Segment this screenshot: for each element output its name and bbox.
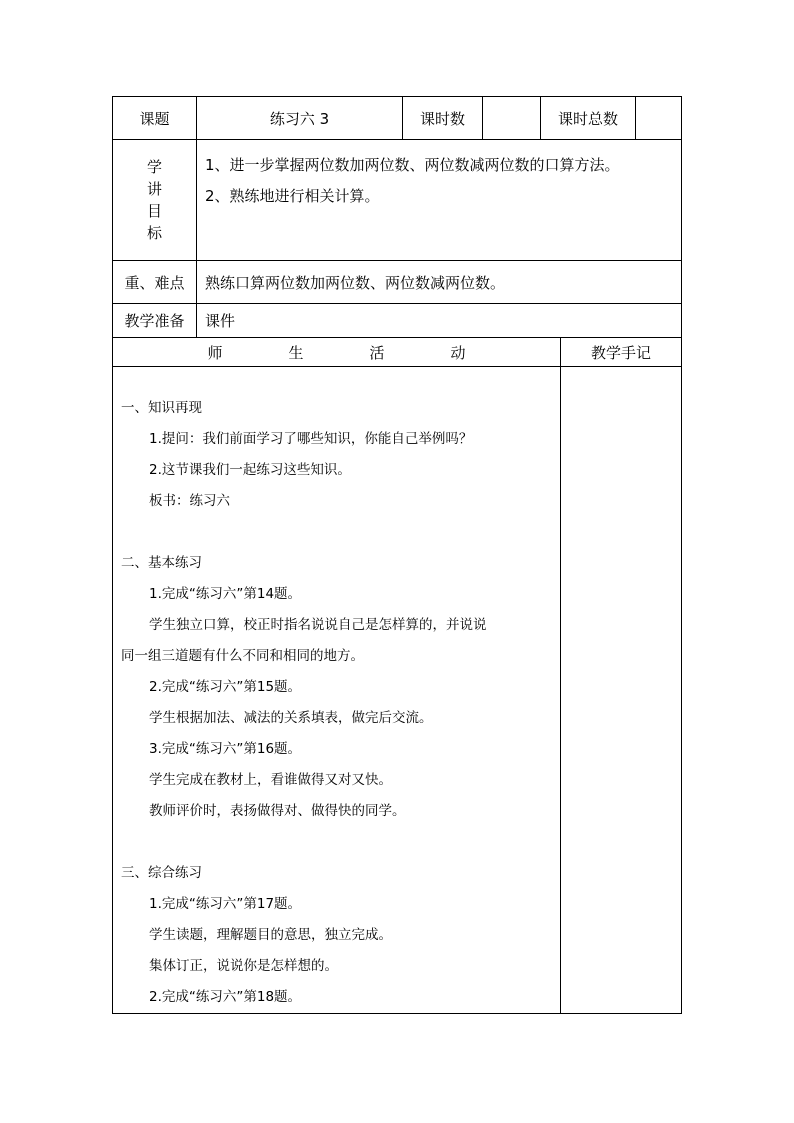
spacer	[113, 517, 560, 548]
topic-label: 课题	[113, 97, 197, 140]
activity-line: 1.完成“练习六”第17题。	[149, 896, 302, 912]
activity-line: 2.完成“练习六”第18题。	[149, 989, 302, 1005]
activities-content	[113, 367, 561, 1014]
activities-header-char: 师	[207, 343, 223, 362]
goals-content	[197, 140, 682, 261]
hours-label: 课时数	[403, 97, 483, 140]
activity-line: 板书：练习六	[149, 493, 230, 509]
lesson-plan-table	[112, 96, 682, 1014]
activity-line: 教师评价时，表扬做得对、做得快的同学。	[149, 803, 406, 819]
goals-label-char: 学	[146, 158, 162, 176]
activity-line: 2.完成“练习六”第15题。	[149, 679, 302, 695]
activities-body-row	[113, 367, 682, 1014]
teaching-notes-header: 教学手记	[561, 338, 682, 367]
key-points-value: 熟练口算两位数加两位数、两位数减两位数。	[197, 261, 682, 304]
activity-line: 2.这节课我们一起练习这些知识。	[149, 462, 351, 478]
activity-line: 3.完成“练习六”第16题。	[149, 741, 302, 757]
key-points-label: 重、难点	[113, 261, 197, 304]
activity-line: 同一组三道题有什么不同和相同的地方。	[121, 648, 364, 664]
activity-line: 学生读题，理解题目的意思，独立完成。	[149, 927, 392, 943]
goals-label-char: 讲	[146, 180, 162, 198]
preparation-row	[113, 304, 682, 338]
activities-header	[113, 338, 561, 367]
goal-item: 1、进一步掌握两位数加两位数、两位数减两位数的口算方法。	[205, 156, 620, 174]
topic-value: 练习六 3	[197, 97, 403, 140]
teaching-notes-content	[561, 367, 682, 1014]
total-hours-value	[636, 97, 682, 140]
activities-header-char: 动	[450, 343, 466, 362]
activity-line: 1.完成“练习六”第14题。	[149, 586, 302, 602]
key-points-row	[113, 261, 682, 304]
activity-line: 学生完成在教材上，看谁做得又对又快。	[149, 772, 392, 788]
activity-line: 1.提问：我们前面学习了哪些知识，你能自己举例吗？	[149, 431, 473, 447]
goals-label	[113, 140, 197, 261]
activity-line: 集体订正，说说你是怎样想的。	[149, 958, 338, 974]
activity-line: 学生独立口算，校正时指名说说自己是怎样算的，并说说	[149, 617, 487, 633]
goal-item: 2、熟练地进行相关计算。	[205, 187, 380, 205]
preparation-value: 课件	[197, 304, 682, 338]
spacer	[113, 827, 560, 858]
goals-label-char: 标	[146, 224, 162, 242]
goals-row	[113, 140, 682, 261]
goals-label-char: 目	[146, 202, 162, 220]
section-heading: 二、基本练习	[121, 555, 202, 571]
hours-value	[483, 97, 541, 140]
preparation-label: 教学准备	[113, 304, 197, 338]
section-heading: 三、综合练习	[121, 865, 202, 881]
activity-line: 学生根据加法、减法的关系填表，做完后交流。	[149, 710, 433, 726]
section-heading: 一、知识再现	[121, 400, 202, 416]
activities-header-char: 活	[369, 343, 385, 362]
activities-header-char: 生	[288, 343, 304, 362]
header-row	[113, 97, 682, 140]
total-hours-label: 课时总数	[541, 97, 636, 140]
activities-header-row	[113, 338, 682, 367]
